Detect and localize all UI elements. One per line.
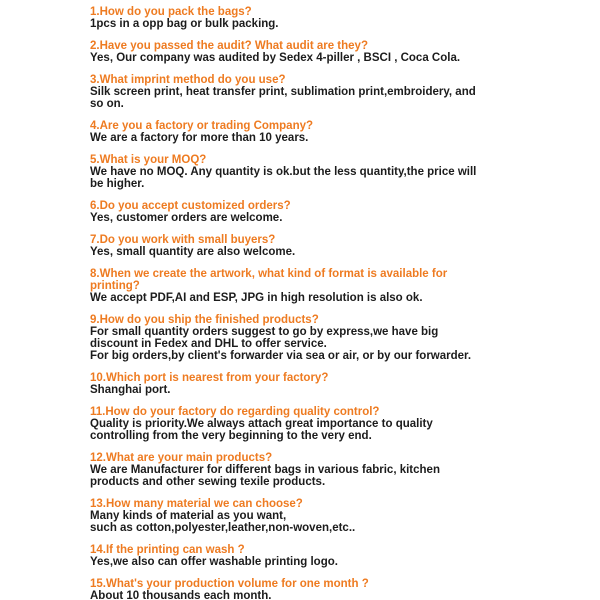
question-line: 1.How do you pack the bags? bbox=[90, 6, 252, 18]
answer-line: For small quantity orders suggest to go by express,we have big bbox=[90, 326, 439, 338]
answer-line: Shanghai port. bbox=[90, 384, 171, 396]
answer-line: We are a factory for more than 10 years. bbox=[90, 132, 309, 144]
faq-item-9 bbox=[90, 314, 596, 362]
answer-line: products and other sewing texile products. bbox=[90, 476, 326, 488]
faq-item-1 bbox=[90, 6, 596, 30]
answer-line: Yes,we also can offer washable printing logo. bbox=[90, 556, 338, 568]
faq-item-11 bbox=[90, 406, 596, 442]
answer-line: discount in Fedex and DHL to offer service. bbox=[90, 338, 327, 350]
question-line: 4.Are you a factory or trading Company? bbox=[90, 120, 314, 132]
question-line: 10.Which port is nearest from your factory? bbox=[90, 372, 329, 384]
answer-line: be higher. bbox=[90, 178, 145, 190]
question-line: 5.What is your MOQ? bbox=[90, 154, 207, 166]
question-line: 3.What imprint method do you use? bbox=[90, 74, 286, 86]
faq-item-7 bbox=[90, 234, 596, 258]
answer-line: Silk screen print, heat transfer print, sublimation print,embroidery, and bbox=[90, 86, 476, 98]
faq-item-14 bbox=[90, 544, 596, 568]
question-line: 2.Have you passed the audit? What audit are they? bbox=[90, 40, 368, 52]
faq-item-6 bbox=[90, 200, 596, 224]
faq-item-3 bbox=[90, 74, 596, 110]
answer-line: such as cotton,polyester,leather,non-woven,etc.. bbox=[90, 522, 356, 534]
answer-line: controlling from the very beginning to the very end. bbox=[90, 430, 372, 442]
answer-line: We are Manufacturer for different bags in various fabric, kitchen bbox=[90, 464, 440, 476]
answer-line: We have no MOQ. Any quantity is ok.but the less quantity,the price will bbox=[90, 166, 477, 178]
answer-line: Many kinds of material as you want, bbox=[90, 510, 287, 522]
faq-item-8 bbox=[90, 268, 596, 304]
question-line: 11.How do your factory do regarding quality control? bbox=[90, 406, 380, 418]
faq-item-15 bbox=[90, 578, 596, 600]
question-line: 13.How many material we can choose? bbox=[90, 498, 303, 510]
faq-item-12 bbox=[90, 452, 596, 488]
question-line: 7.Do you work with small buyers? bbox=[90, 234, 276, 246]
answer-line: 1pcs in a opp bag or bulk packing. bbox=[90, 18, 279, 30]
faq-item-13 bbox=[90, 498, 596, 534]
faq-item-5 bbox=[90, 154, 596, 190]
faq-item-2 bbox=[90, 40, 596, 64]
faq-item-10 bbox=[90, 372, 596, 396]
question-line: printing? bbox=[90, 280, 140, 292]
question-line: 8.When we create the artwork, what kind of format is available for bbox=[90, 268, 448, 280]
answer-line: Yes, customer orders are welcome. bbox=[90, 212, 283, 224]
question-line: 9.How do you ship the finished products? bbox=[90, 314, 319, 326]
answer-line: Yes, small quantity are also welcome. bbox=[90, 246, 296, 258]
question-line: 14.If the printing can wash ? bbox=[90, 544, 245, 556]
answer-line: For big orders,by client's forwarder via sea or air, or by our forwarder. bbox=[90, 350, 472, 362]
faq-item-4 bbox=[90, 120, 596, 144]
question-line: 6.Do you accept customized orders? bbox=[90, 200, 291, 212]
question-line: 15.What's your production volume for one month ? bbox=[90, 578, 369, 590]
answer-line: About 10 thousands each month. bbox=[90, 590, 272, 600]
question-line: 12.What are your main products? bbox=[90, 452, 273, 464]
answer-line: Yes, Our company was audited by Sedex 4-piller , BSCI , Coca Cola. bbox=[90, 52, 461, 64]
answer-line: so on. bbox=[90, 98, 124, 110]
answer-line: Quality is priority.We always attach great importance to quality bbox=[90, 418, 433, 430]
answer-line: We accept PDF,AI and ESP, JPG in high resolution is also ok. bbox=[90, 292, 423, 304]
faq-list bbox=[90, 6, 596, 600]
